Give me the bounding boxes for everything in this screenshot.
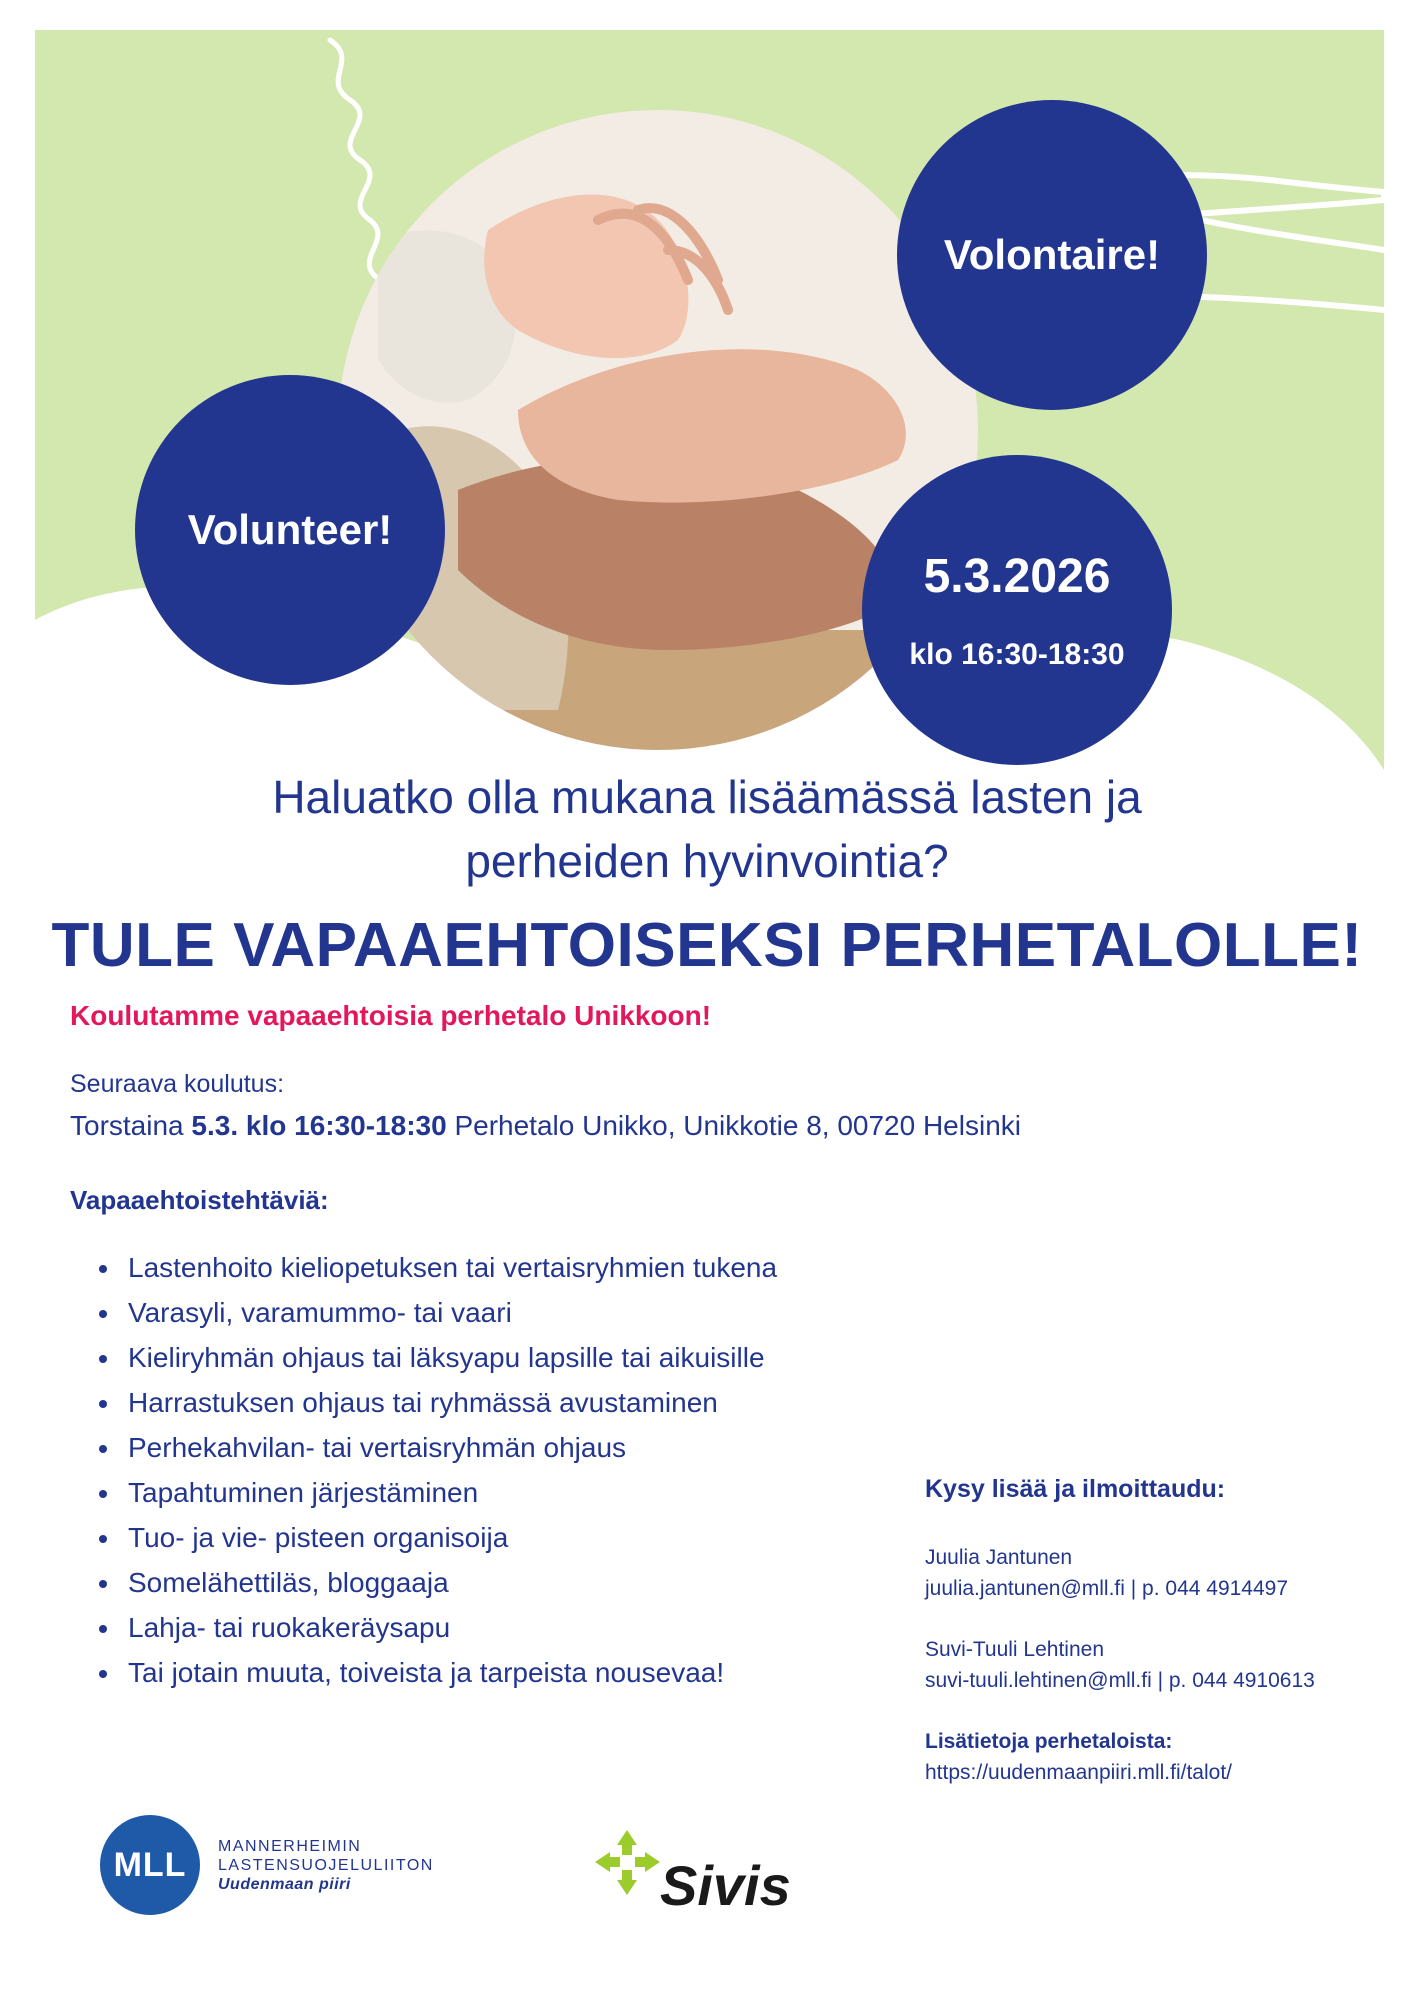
question-line-2: perheiden hyvinvointia? bbox=[465, 835, 949, 887]
contact-person-2-info[interactable]: suvi-tuuli.lehtinen@mll.fi | p. 044 4910613 bbox=[925, 1669, 1315, 1692]
list-item: • Varasyli, varamummo- tai vaari bbox=[122, 1290, 777, 1335]
sivis-logo bbox=[590, 1825, 790, 1925]
mll-wordmark bbox=[218, 1837, 434, 1894]
list-item: • Tai jotain muuta, toiveista ja tarpeista nousevaa! bbox=[122, 1650, 777, 1695]
list-item: • Lahja- tai ruokakeräysapu bbox=[122, 1605, 777, 1650]
training-where: Perhetalo Unikko, Unikkotie 8, 00720 Helsinki bbox=[446, 1110, 1021, 1141]
tasks-title: Vapaaehtoistehtäviä: bbox=[70, 1185, 329, 1215]
next-training-details bbox=[70, 1110, 1021, 1142]
subheadline: Koulutamme vapaaehtoisia perhetalo Unikkoon! bbox=[70, 1000, 712, 1031]
event-time: klo 16:30-18:30 bbox=[909, 637, 1125, 671]
contact-person-1-name: Juulia Jantunen bbox=[925, 1546, 1073, 1569]
contact-person-1-info[interactable]: juulia.jantunen@mll.fi | p. 044 4914497 bbox=[925, 1577, 1289, 1600]
date-bubble bbox=[862, 455, 1172, 765]
mll-mark: MLL bbox=[100, 1815, 200, 1915]
sivis-wordmark: Sivis bbox=[660, 1854, 791, 1917]
tasks-list bbox=[90, 1245, 777, 1695]
contact-box bbox=[925, 1475, 1365, 1788]
list-item: • Harrastuksen ohjaus tai ryhmässä avustaminen bbox=[122, 1380, 777, 1425]
sivis-star-icon bbox=[590, 1825, 665, 1900]
contact-person-2-name: Suvi-Tuuli Lehtinen bbox=[925, 1638, 1104, 1661]
mll-line-2: LASTENSUOJELULIITON bbox=[218, 1857, 434, 1874]
list-item: • Tuo- ja vie- pisteen organisoija bbox=[122, 1515, 777, 1560]
mll-logo bbox=[100, 1815, 434, 1925]
intro-question bbox=[160, 765, 1254, 893]
list-item: • Lastenhoito kieliopetuksen tai vertaisryhmien tukena bbox=[122, 1245, 777, 1290]
more-info-link[interactable]: https://uudenmaanpiiri.mll.fi/talot/ bbox=[925, 1761, 1232, 1784]
more-info-title: Lisätietoja perhetaloista: bbox=[925, 1730, 1173, 1753]
list-item: • Tapahtuminen järjestäminen bbox=[122, 1470, 777, 1515]
volunteer-text: Volunteer! bbox=[187, 506, 393, 553]
training-day: Torstaina bbox=[70, 1110, 192, 1141]
list-item: • Somelähettiläs, bloggaaja bbox=[122, 1560, 777, 1605]
next-training-label: Seuraava koulutus: bbox=[70, 1070, 285, 1098]
volunteer-bubble bbox=[135, 375, 445, 685]
volontaire-bubble bbox=[897, 100, 1207, 410]
mll-line-3: Uudenmaan piiri bbox=[218, 1876, 351, 1893]
list-item: • Perhekahvilan- tai vertaisryhmän ohjaus bbox=[122, 1425, 777, 1470]
mll-line-1: MANNERHEIMIN bbox=[218, 1838, 362, 1855]
event-date: 5.3.2026 bbox=[923, 549, 1111, 603]
question-line-1: Haluatko olla mukana lisäämässä lasten ja bbox=[272, 771, 1142, 823]
list-item: • Kieliryhmän ohjaus tai läksyapu lapsille tai aikuisille bbox=[122, 1335, 777, 1380]
training-when: 5.3. klo 16:30-18:30 bbox=[191, 1110, 447, 1141]
page-headline: TULE VAPAAEHTOISEKSI PERHETALOLLE! bbox=[51, 911, 1363, 980]
contact-title: Kysy lisää ja ilmoittaudu: bbox=[925, 1475, 1226, 1503]
volontaire-text: Volontaire! bbox=[943, 231, 1161, 278]
